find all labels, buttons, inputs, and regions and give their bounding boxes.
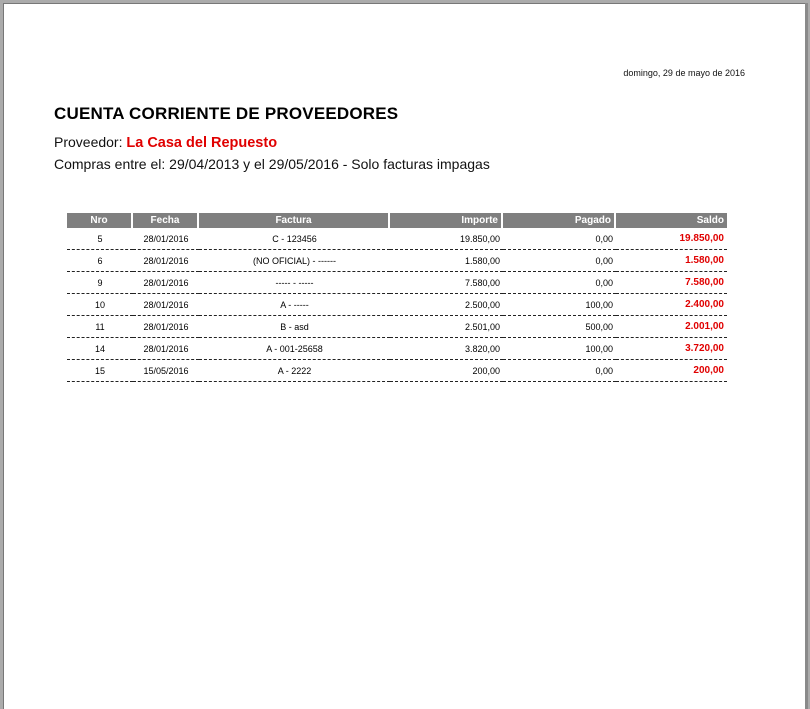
cell-nro: 15 xyxy=(67,360,133,382)
cell-factura: B - asd xyxy=(199,316,390,338)
cell-pagado: 0,00 xyxy=(503,250,616,272)
cell-importe: 1.580,00 xyxy=(390,250,503,272)
provider-name: La Casa del Repuesto xyxy=(126,135,278,151)
cell-nro: 5 xyxy=(67,228,133,250)
cell-saldo: 3.720,00 xyxy=(616,338,727,360)
cell-pagado: 500,00 xyxy=(503,316,616,338)
header-fecha: Fecha xyxy=(133,213,199,228)
table-header-row xyxy=(67,213,727,228)
cell-fecha: 28/01/2016 xyxy=(133,250,199,272)
table-row xyxy=(67,338,727,360)
provider-label: Proveedor: xyxy=(54,134,123,150)
cell-importe: 200,00 xyxy=(390,360,503,382)
header-nro: Nro xyxy=(67,213,133,228)
cell-factura: ----- - ----- xyxy=(199,272,390,294)
date-range-text: Compras entre el: 29/04/2013 y el 29/05/2016 - Solo facturas impagas xyxy=(54,156,490,172)
cell-importe: 19.850,00 xyxy=(390,228,503,250)
table-row xyxy=(67,228,727,250)
cell-factura: (NO OFICIAL) - ------ xyxy=(199,250,390,272)
cell-fecha: 28/01/2016 xyxy=(133,272,199,294)
cell-fecha: 28/01/2016 xyxy=(133,316,199,338)
header-saldo: Saldo xyxy=(616,213,727,228)
cell-factura: A - ----- xyxy=(199,294,390,316)
table-row xyxy=(67,294,727,316)
cell-importe: 2.500,00 xyxy=(390,294,503,316)
report-title: CUENTA CORRIENTE DE PROVEEDORES xyxy=(54,104,399,123)
cell-nro: 10 xyxy=(67,294,133,316)
cell-pagado: 100,00 xyxy=(503,338,616,360)
cell-pagado: 100,00 xyxy=(503,294,616,316)
cell-nro: 11 xyxy=(67,316,133,338)
cell-saldo: 2.001,00 xyxy=(616,316,727,338)
cell-nro: 6 xyxy=(67,250,133,272)
cell-saldo: 200,00 xyxy=(616,360,727,382)
cell-fecha: 28/01/2016 xyxy=(133,294,199,316)
cell-fecha: 28/01/2016 xyxy=(133,338,199,360)
cell-fecha: 15/05/2016 xyxy=(133,360,199,382)
cell-saldo: 19.850,00 xyxy=(616,228,727,250)
cell-fecha: 28/01/2016 xyxy=(133,228,199,250)
table-row xyxy=(67,360,727,382)
provider-line xyxy=(54,134,277,151)
cell-factura: A - 001-25658 xyxy=(199,338,390,360)
table-row xyxy=(67,272,727,294)
invoices-table xyxy=(67,213,727,382)
header-factura: Factura xyxy=(199,213,390,228)
report-page xyxy=(3,3,805,709)
cell-nro: 14 xyxy=(67,338,133,360)
table-row xyxy=(67,250,727,272)
cell-importe: 2.501,00 xyxy=(390,316,503,338)
cell-pagado: 0,00 xyxy=(503,360,616,382)
cell-saldo: 2.400,00 xyxy=(616,294,727,316)
cell-saldo: 7.580,00 xyxy=(616,272,727,294)
cell-nro: 9 xyxy=(67,272,133,294)
cell-importe: 3.820,00 xyxy=(390,338,503,360)
header-importe: Importe xyxy=(390,213,503,228)
header-pagado: Pagado xyxy=(503,213,616,228)
cell-pagado: 0,00 xyxy=(503,272,616,294)
report-date: domingo, 29 de mayo de 2016 xyxy=(623,68,745,78)
cell-factura: A - 2222 xyxy=(199,360,390,382)
cell-pagado: 0,00 xyxy=(503,228,616,250)
cell-factura: C - 123456 xyxy=(199,228,390,250)
cell-saldo: 1.580,00 xyxy=(616,250,727,272)
table-row xyxy=(67,316,727,338)
cell-importe: 7.580,00 xyxy=(390,272,503,294)
